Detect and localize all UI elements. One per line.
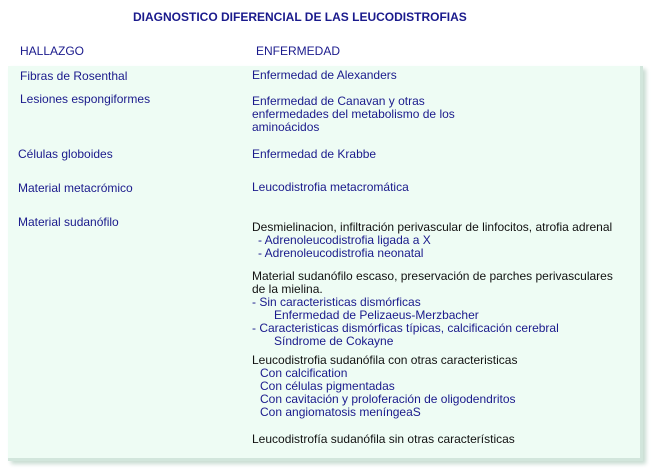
sudanofilo-block2-item: - Sin caracteristicas dismórficas <box>252 295 421 309</box>
sudanofilo-block2-item: Síndrome de Cokayne <box>274 334 394 348</box>
sudanofilo-block1-item: - Adrenoleucodistrofia ligada a X <box>258 233 431 247</box>
disease-krabbe: Enfermedad de Krabbe <box>252 147 377 161</box>
sudanofilo-block1-intro: Desmielinacion, infiltración perivascular de linfocitos, atrofia adrenal <box>252 220 613 234</box>
sudanofilo-block3-item: Con células pigmentadas <box>260 379 395 393</box>
sudanofilo-block3-item: Con angiomatosis meníngeaS <box>260 405 421 419</box>
finding-rosenthal: Fibras de Rosenthal <box>20 69 128 83</box>
sudanofilo-block3-item: Con calcification <box>260 366 348 380</box>
disease-metacromatica: Leucodistrofia metacromática <box>252 180 409 194</box>
sudanofilo-block3-item: Con cavitación y proloferación de oligodendritos <box>260 392 516 406</box>
header-disease: ENFERMEDAD <box>256 44 341 58</box>
sudanofilo-block2-item: Enfermedad de Pelizaeus-Merzbacher <box>274 308 479 322</box>
disease-canavan-line2: enfermedades del metabolismo de los <box>252 107 455 121</box>
sudanofilo-block2-intro-line1: Material sudanófilo escaso, preservación de parches perivasculares <box>252 269 613 283</box>
sudanofilo-block1-item: - Adrenoleucodistrofia neonatal <box>258 246 424 260</box>
sudanofilo-block2-intro-line2: de la mielina. <box>252 282 323 296</box>
disease-canavan-line3: aminoácidos <box>252 120 320 134</box>
disease-canavan-line1: Enfermedad de Canavan y otras <box>252 94 425 108</box>
header-finding: HALLAZGO <box>20 44 85 58</box>
disease-alexander: Enfermedad de Alexanders <box>252 68 397 82</box>
finding-sudanofilo: Material sudanófilo <box>18 215 119 229</box>
finding-metacromico: Material metacrómico <box>18 181 133 195</box>
sudanofilo-block4-intro: Leucodistrofía sudanófila sin otras características <box>252 432 515 446</box>
sudanofilo-block2-item: - Caracteristicas dismórficas típicas, calcificación cerebral <box>252 321 559 335</box>
finding-globoides: Células globoides <box>18 147 113 161</box>
finding-espongiformes: Lesiones espongiformes <box>20 92 151 106</box>
page-title: DIAGNOSTICO DIFERENCIAL DE LAS LEUCODISTROFIAS <box>133 10 467 24</box>
sudanofilo-block3-intro: Leucodistrofia sudanófila con otras caracteristicas <box>252 353 518 367</box>
